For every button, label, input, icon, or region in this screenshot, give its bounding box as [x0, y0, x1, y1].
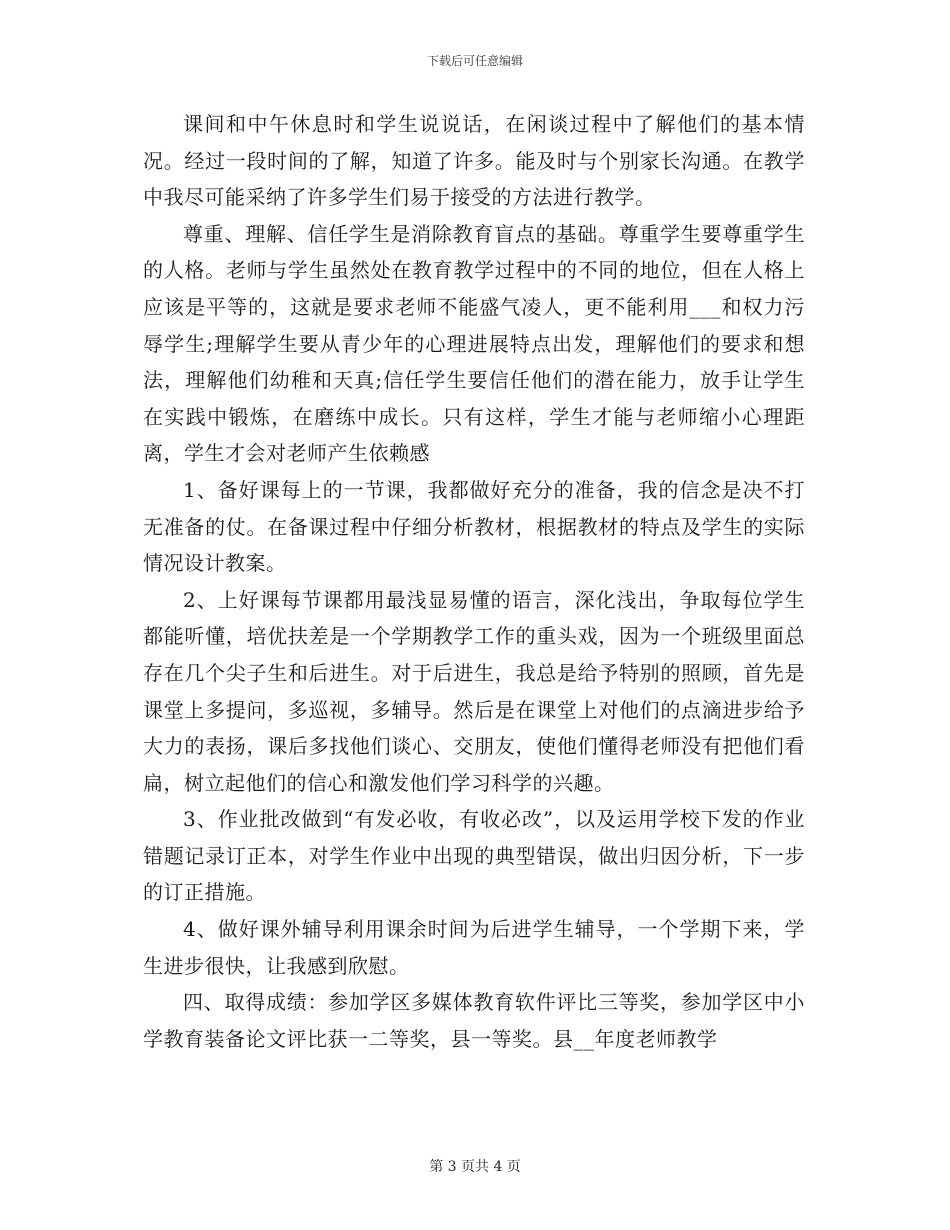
- page-header: 下载后可任意编辑: [426, 54, 523, 68]
- paragraph-5: 3、作业批改做到“有发必收，有收必改”，以及运用学校下发的作业错题记录订正本，对学生作业中出现的典型错误，做出归因分析，下一步的订正措施。: [143, 807, 805, 905]
- page-number: 第 3 页共 4 页: [429, 1159, 521, 1175]
- paragraph-4: 2、上好课每节课都用最浅显易懂的语言，深化浅出，争取每位学生都能听懂，培优扶差是一个学期教学工作的重头戏，因为一个班级里面总存在几个尖子生和后进生。对于后进生，我总是给予特别的照顾，首先是课堂上多提问，多巡视，多辅导。然后是在课堂上对他们的点滴进步给予大力的表扬，课后多找他们谈心、交朋友，使他们懂得老师没有把他们看扁，树立起他们的信心和激发他们学习科学的兴趣。: [143, 587, 805, 795]
- paragraph-7: 四、取得成绩：参加学区多媒体教育软件评比三等奖，参加学区中小学教育装备论文评比获一二等奖，县一等奖。县__年度老师教学: [143, 990, 805, 1051]
- document-body: [143, 106, 805, 1057]
- paragraph-3: 1、备好课每上的一节课，我都做好充分的准备，我的信念是决不打无准备的仗。在备课过程中仔细分析教材，根据教材的特点及学生的实际情况设计教案。: [143, 477, 805, 576]
- paragraph-1: 课间和中午休息时和学生说说话，在闲谈过程中了解他们的基本情况。经过一段时间的了解，知道了许多。能及时与个别家长沟通。在教学中我尽可能采纳了许多学生们易于接受的方法进行教学。: [143, 112, 805, 210]
- paragraph-6: 4、做好课外辅导利用课余时间为后进学生辅导，一个学期下来，学生进步很快，让我感到欣慰。: [143, 917, 805, 978]
- paragraph-2: 尊重、理解、信任学生是消除教育盲点的基础。尊重学生要尊重学生的人格。老师与学生虽然处在教育教学过程中的不同的地位，但在人格上应该是平等的，这就是要求老师不能盛气凌人，更不能利用___和权力污辱学生;理解学生要从青少年的心理进展特点出发，理解他们的要求和想法，理解他们幼稚和天真;信任学生要信任他们的潜在能力，放手让学生在实践中锻炼，在磨练中成长。只有这样，学生才能与老师缩小心理距离，学生才会对老师产生依赖感: [143, 221, 805, 466]
